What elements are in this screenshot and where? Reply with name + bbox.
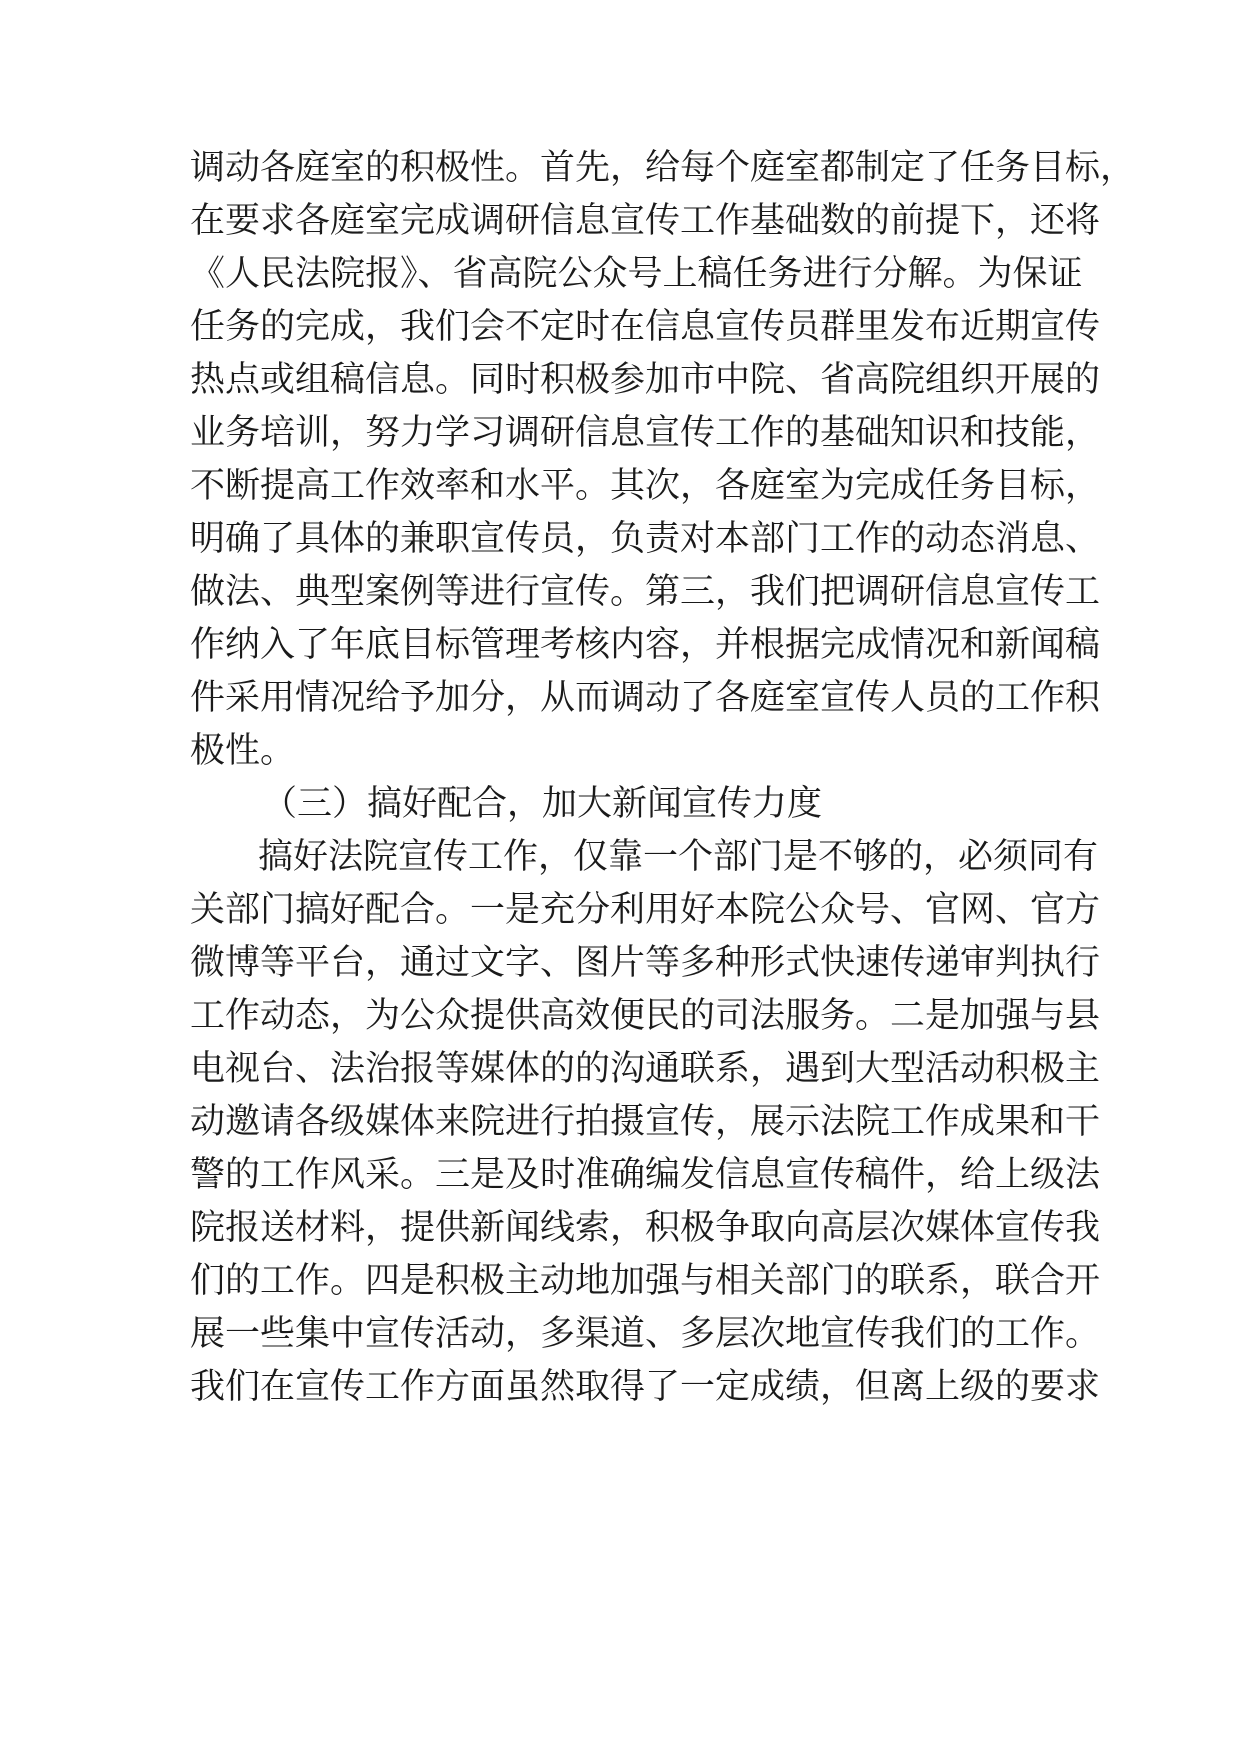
- paragraph-2-line-3: 微博等平台，通过文字、图片等多种形式快速传递审判执行: [190, 943, 1101, 983]
- paragraph-1-line-2: 在要求各庭室完成调研信息宣传工作基础数的前提下，还将: [190, 201, 1101, 241]
- paragraph-1-line-9: 做法、典型案例等进行宣传。第三，我们把调研信息宣传工: [190, 572, 1101, 612]
- paragraph-2-line-11: 我们在宣传工作方面虽然取得了一定成绩，但离上级的要求: [190, 1367, 1101, 1407]
- paragraph-1-line-11: 件采用情况给予加分，从而调动了各庭室宣传人员的工作积: [190, 678, 1101, 718]
- paragraph-1-line-8: 明确了具体的兼职宣传员，负责对本部门工作的动态消息、: [190, 519, 1101, 559]
- paragraph-1-line-5: 热点或组稿信息。同时积极参加市中院、省高院组织开展的: [190, 360, 1101, 400]
- paragraph-1-line-4: 任务的完成，我们会不定时在信息宣传员群里发布近期宣传: [190, 307, 1101, 347]
- paragraph-1-line-10: 作纳入了年底目标管理考核内容，并根据完成情况和新闻稿: [190, 625, 1101, 665]
- paragraph-1-line-12: 极性。: [190, 731, 296, 771]
- paragraph-2-line-1: 搞好法院宣传工作，仅靠一个部门是不够的，必须同有: [258, 837, 1099, 877]
- paragraph-1-line-3: 《人民法院报》、省高院公众号上稿任务进行分解。为保证: [190, 254, 1083, 294]
- paragraph-1-line-1: 调动各庭室的积极性。首先，给每个庭室都制定了任务目标，: [190, 148, 1136, 188]
- paragraph-2-line-7: 警的工作风采。三是及时准确编发信息宣传稿件，给上级法: [190, 1155, 1101, 1195]
- paragraph-1-line-6: 业务培训，努力学习调研信息宣传工作的基础知识和技能，: [190, 413, 1101, 453]
- section-heading: （三）搞好配合，加大新闻宣传力度: [262, 784, 823, 824]
- paragraph-2-line-4: 工作动态，为公众提供高效便民的司法服务。二是加强与县: [190, 996, 1101, 1036]
- paragraph-2-line-2: 关部门搞好配合。一是充分利用好本院公众号、官网、官方: [190, 890, 1101, 930]
- paragraph-1-line-7: 不断提高工作效率和水平。其次，各庭室为完成任务目标，: [190, 466, 1101, 506]
- paragraph-2-line-6: 动邀请各级媒体来院进行拍摄宣传，展示法院工作成果和干: [190, 1102, 1101, 1142]
- paragraph-2-line-5: 电视台、法治报等媒体的的沟通联系，遇到大型活动积极主: [190, 1049, 1101, 1089]
- paragraph-2-line-10: 展一些集中宣传活动，多渠道、多层次地宣传我们的工作。: [190, 1314, 1101, 1354]
- paragraph-2-line-9: 们的工作。四是积极主动地加强与相关部门的联系，联合开: [190, 1261, 1101, 1301]
- paragraph-2-line-8: 院报送材料，提供新闻线索，积极争取向高层次媒体宣传我: [190, 1208, 1101, 1248]
